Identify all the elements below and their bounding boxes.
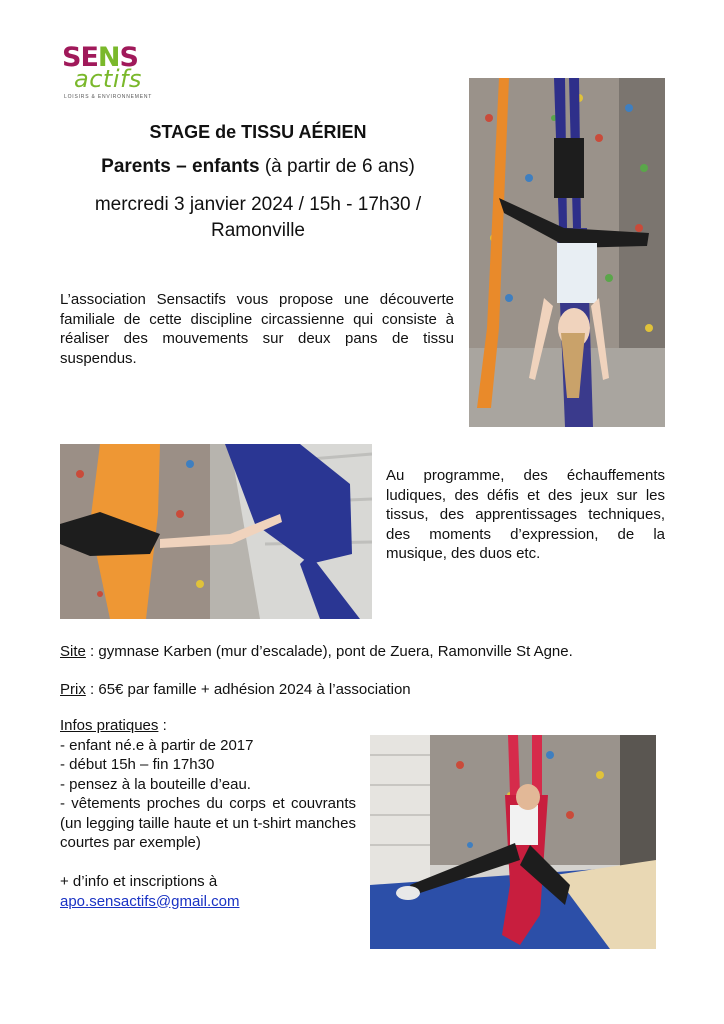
contact-text: + d’info et inscriptions à xyxy=(60,873,218,890)
contact-email-link[interactable]: apo.sensactifs@gmail.com xyxy=(60,892,240,910)
page-subtitle: Parents – enfants (à partir de 6 ans) xyxy=(101,156,415,177)
page-title: STAGE de TISSU AÉRIEN xyxy=(149,122,367,142)
practical-info-item: - début 15h – fin 17h30 xyxy=(60,756,215,773)
practical-info xyxy=(60,716,356,853)
contact-info xyxy=(60,872,239,911)
practical-info-heading: Infos pratiques : xyxy=(60,717,167,734)
event-date: mercredi 3 janvier 2024 / 15h - 17h30 / Ramonville xyxy=(94,194,422,241)
logo-wordmark-top: SENS xyxy=(62,42,138,73)
site-info: Site : gymnase Karben (mur d’escalade), pont de Zuera, Ramonville St Agne. xyxy=(60,643,573,660)
practical-info-item: - pensez à la bouteille d’eau. xyxy=(60,775,251,793)
programme-paragraph: Au programme, des échauffements ludiques, des défis et des jeux sur les tissus, des apprentissages techniques, des moments d’expression, de la musique, des duos etc. xyxy=(386,467,665,562)
sensactifs-logo xyxy=(62,44,152,102)
practical-info-item: - vêtements proches du corps et couvrants (un legging taille haute et un t-shirt manches courtes par exemple) xyxy=(60,795,356,851)
logo-wordmark-bottom: actifs xyxy=(74,65,142,93)
logo-tagline: LOISIRS & ENVIRONNEMENT xyxy=(64,94,153,100)
photo-child-aerial-silk-inverted xyxy=(469,78,665,427)
photo-two-aerial-silks xyxy=(60,444,372,619)
intro-paragraph: L’association Sensactifs vous propose une découverte familiale de cette discipline circassienne qui consiste à réaliser des mouvements sur deux pans de tissu suspendus. xyxy=(60,291,454,367)
photo-boy-red-aerial-silk xyxy=(370,735,656,949)
price-info: Prix : 65€ par famille + adhésion 2024 à l’association xyxy=(60,681,411,698)
practical-info-item: - enfant né.e à partir de 2017 xyxy=(60,736,254,754)
